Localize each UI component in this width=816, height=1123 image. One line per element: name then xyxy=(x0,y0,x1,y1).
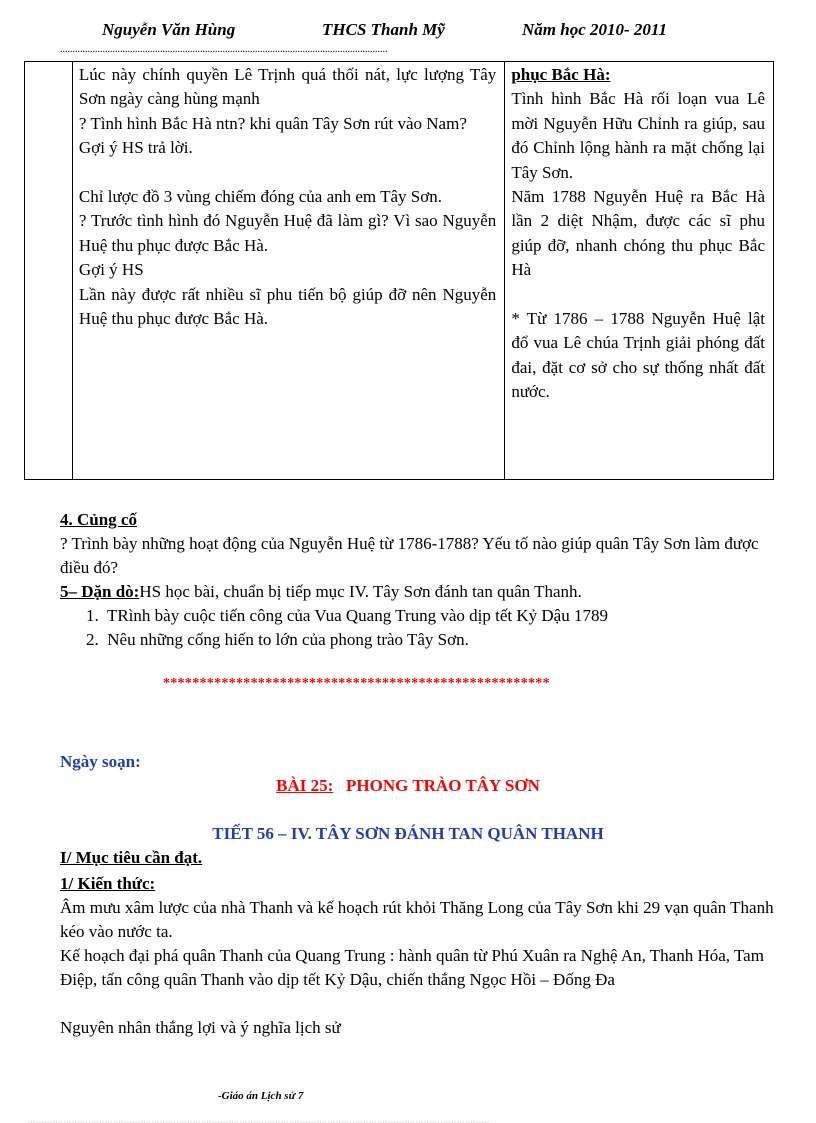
homework-text: HS học bài, chuẩn bị tiếp mục IV. Tây Sơn đánh tan quân Thanh. xyxy=(139,582,582,601)
footer-text: -Giáo án Lịch sử 7 xyxy=(218,1090,304,1102)
knowledge-paragraph: Âm mưu xâm lược của nhà Thanh và kế hoạch rút khỏi Thăng Long của Tây Sơn khi 29 vạn quân Thanh kéo vào nước ta. xyxy=(60,898,774,941)
date-label: Ngày soạn: xyxy=(60,752,141,771)
knowledge-paragraph: Nguyên nhân thắng lợi và ý nghĩa lịch sử xyxy=(60,1018,341,1037)
content-paragraph: Tình hình Bắc Hà rối loạn vua Lê mời Nguyễn Hữu Chỉnh ra giúp, sau đó Chỉnh lộng hành ra mặt chống lại Tây Sơn. xyxy=(511,89,765,182)
list-number: 1. xyxy=(86,606,99,625)
author-name: Nguyễn Văn Hùng xyxy=(102,20,236,39)
homework-label: 5– Dặn dò: xyxy=(60,582,140,601)
activity-paragraph: ? Tình hình Bắc Hà ntn? khi quân Tây Sơn rút vào Nam? xyxy=(78,113,467,133)
list-item xyxy=(86,604,608,628)
consolidation-heading: 4. Củng cố xyxy=(60,510,137,529)
activity-paragraph: Chỉ lược đồ 3 vùng chiếm đóng của anh em Tây Sơn. xyxy=(78,187,442,207)
lesson-subtitle: TIẾT 56 – IV. TÂY SƠN ĐÁNH TAN QUÂN THANH xyxy=(212,824,604,843)
list-number: 2. xyxy=(86,630,99,649)
activity-paragraph: Lúc này chính quyền Lê Trịnh quá thối nát, lực lượng Tây Sơn ngày càng hùng mạnh xyxy=(78,65,497,109)
consolidation-question: ? Trình bày những hoạt động của Nguyễn Huệ từ 1786-1788? Yếu tố nào giúp quân Tây Sơn làm được điều đó? xyxy=(60,534,759,577)
homework-line xyxy=(60,580,780,604)
knowledge-heading: 1/ Kiến thức: xyxy=(60,874,156,893)
table-row xyxy=(25,62,774,480)
school-name: THCS Thanh Mỹ xyxy=(322,20,445,39)
list-item xyxy=(86,628,469,652)
table-cell-empty xyxy=(25,62,73,480)
activity-paragraph: Gợi ý HS trả lời. xyxy=(78,138,193,158)
header-dotted-line: ................................................................................................................................... xyxy=(60,44,388,55)
lesson-table xyxy=(24,61,774,480)
content-paragraph: Năm 1788 Nguyễn Huệ ra Bắc Hà lần 2 diệt Nhậm, được các sĩ phu giúp đỡ, nhanh chóng thu phục Bắc Hà xyxy=(511,187,765,280)
activity-paragraph: Lần này được rất nhiều sĩ phu tiến bộ giúp đỡ nên Nguyễn Huệ thu phục được Bắc Hà. xyxy=(78,284,497,329)
list-text: Nêu những cống hiến to lớn của phong trào Tây Sơn. xyxy=(107,630,469,649)
activity-paragraph: ? Trước tình hình đó Nguyễn Huệ đã làm gì? Vì sao Nguyễn Huệ thu phục được Bắc Hà. xyxy=(78,211,497,255)
star-separator: ***************************************************** xyxy=(163,676,550,691)
knowledge-paragraph: Kế hoạch đại phá quân Thanh của Quang Trung : hành quân từ Phú Xuân ra Nghệ An, Thanh Hóa, Tam Điệp, tấn công quân Thanh vào dịp tết Kỷ Dậu, chiến thắng Ngọc Hồi – Đống Đa xyxy=(60,946,764,989)
list-text: TRình bày cuộc tiến công của Vua Quang Trung vào dịp tết Kỷ Dậu 1789 xyxy=(106,606,608,625)
content-gap xyxy=(511,283,765,307)
activity-paragraph: Gợi ý HS xyxy=(78,260,144,280)
objectives-heading: I/ Mục tiêu cần đạt. xyxy=(60,848,203,867)
page-header xyxy=(0,20,816,44)
content-heading: phục Bắc Hà: xyxy=(511,65,611,84)
footer-dotted-line: ........................................................................................................................................................................ xyxy=(28,1117,490,1123)
content-paragraph: * Từ 1786 – 1788 Nguyễn Huệ lật đổ vua Lê chúa Trịnh giải phóng đất đai, đặt cơ sở cho sự thống nhất đất nước. xyxy=(511,309,765,402)
activity-gap xyxy=(79,161,496,185)
lesson-name: PHONG TRÀO TÂY SƠN xyxy=(346,776,540,795)
school-year: Năm học 2010- 2011 xyxy=(522,20,667,39)
lesson-number: BÀI 25: xyxy=(276,776,334,795)
lesson-title xyxy=(0,774,816,798)
table-cell-content xyxy=(505,62,774,480)
table-cell-activities xyxy=(72,62,504,480)
